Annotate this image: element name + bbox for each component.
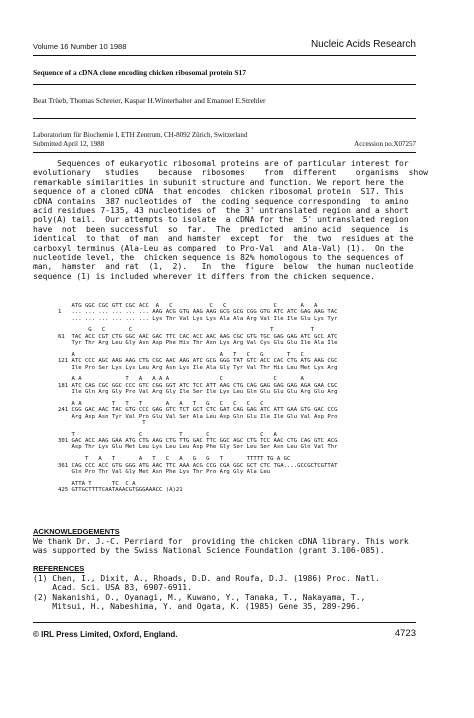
submission-date: Submitted April 12, 1988 — [33, 140, 105, 148]
header-rule — [33, 55, 416, 56]
sequence-line: Tyr Thr Arg Leu Gly Asn Asp Phe His Thr Asn Lys Arg Val Cys Glu Glu Ile Ala Ile — [58, 340, 338, 347]
references-list: (1) Chen, I., Dixit, A., Rhoads, D.D. and Roufa, D.J. (1986) Proc. Natl. Acad. Sci. USA 83, 6907-6911. (2) Nakanishi, O., Oyanagi, M., Kuwano, Y., Tanaka, T., Nakayama, T., Mitsui, H., Nabeshima, Y. and Ogata, K. (1985) Gene 35, 289-296. — [33, 574, 380, 612]
sequence-line: T C T C C A — [58, 431, 277, 438]
sequence-line: Ile Gln Arg Gly Pro Val Arg Gly Ile Ser Ile Lys Leu Gln Glu Glu Glu Arg Glu Arg — [58, 389, 338, 396]
sequence-block — [58, 481, 338, 494]
publisher-notice: © IRL Press Limited, Oxford, England. — [33, 630, 178, 639]
sequence-block — [58, 456, 338, 475]
paper-title: Sequence of a cDNA clone encoding chicken ribosomal protein S17 — [33, 68, 246, 77]
sequence-block — [58, 327, 338, 346]
authors-rule — [33, 118, 416, 119]
sequence-line: 61 TAC ACC CGT CTG GGC AAC GAC TTC CAC ACC AAC AAG CGC GTG TGC GAG GAG ATC GCC ATC — [58, 333, 338, 340]
sequence-block — [58, 376, 338, 395]
page-number: 4723 — [394, 628, 416, 639]
title-rule — [33, 84, 416, 85]
sequence-line: T — [58, 419, 146, 426]
authors: Beat Trüeb, Thomas Schreier, Kaspar H.Winterhalter and Emanuel E.Strehler — [33, 96, 266, 105]
sequence-block — [58, 303, 338, 322]
acknowledgements-heading: ACKNOWLEDGEMENTS — [33, 527, 120, 536]
sequence-line: 425 GTTGCTTTTCAATAAACGTGGGAAACC (A)21 — [58, 486, 183, 493]
sequence-line: 181 ATC CAG CGC GGC CCC GTC CGG GGT ATC TCC ATT AAG CTG CAG GAG GAG GAG AGA GAA CGC — [58, 382, 338, 389]
journal-name: Nucleic Acids Research — [310, 39, 416, 50]
affiliation-block — [33, 131, 247, 149]
volume-info: Volume 16 Number 10 1988 — [33, 42, 127, 51]
sequence-line: Gln Pro Thr Val Gly Met Asn Phe Lys Thr Pro Arg Gly Ala Leu — [58, 468, 271, 475]
sequence-line: 301 GAC ACC AAG GAA ATG CTG AAG CTG TTG GAC TTC GGC AGC CTG TCC AAC CTG CAG GTC ACG — [58, 438, 338, 445]
affiliation-rule — [33, 152, 416, 153]
sequence-line: A A T A A A A C C A — [58, 376, 304, 383]
sequence-line: G C C T T — [58, 327, 314, 334]
sequence-line: Ile Pro Ser Lys Lys Leu Arg Asn Lys Ile Ala Gly Tyr Val Thr His Leu Met Lys Arg — [58, 364, 338, 371]
sequence-line: ... ... ... ... ... ... Lys Thr Val Lys Lys Ala Ala Arg Val Ile Ile Glu Lys Tyr — [58, 315, 338, 322]
sequence-line: ATTA T TC C A — [58, 480, 136, 487]
sequence-line: A A T T T A A T G C C C C — [58, 400, 264, 407]
footer-rule — [33, 622, 416, 623]
sequence-line: Arg Asp Asn Tyr Val Pro Glu Val Ser Ala Leu Asp Gln Glu Ile Ile Glu Val Asp Pro — [58, 413, 338, 420]
affiliation: Laboratorium für Biochemie I, ETH Zentrum, CH-8092 Zürich, Switzerland — [33, 131, 248, 139]
sequence-line: 241 CGG GAC AAC TAC GTG CCC GAG GTC TCT GCT CTC GAT CAG GAG ATC ATT GAA GTG GAC CCG — [58, 407, 338, 414]
acknowledgements-text: We thank Dr. J.-C. Perriard for providing the chicken cDNA library. This work was supported by the Swiss National Science Foundation (grant 3.106-085). — [33, 537, 409, 556]
sequence-line: ATG GGC CGC GTT CGC ACC A C C C C A A — [58, 303, 318, 309]
sequence-block — [58, 432, 338, 451]
references-heading: REFERENCES — [33, 564, 85, 573]
sequence-line: T A T A T C A G G T TTTTT TG A GC — [58, 456, 291, 463]
sequence-line: 121 ATC CCC AGC AAG AAG CTG CGC AAC AAG ATC GCG GGG TAT GTC ACC CAC CTG ATG AAG CGC — [58, 358, 338, 365]
accession-number: Accession no.X07257 — [354, 140, 416, 148]
sequence-block — [58, 352, 338, 371]
sequence-line: A A T C G T C — [58, 351, 304, 358]
sequence-line: 361 CAG CCC ACC GTG GGG ATG AAC TTC AAA ACG CCG CGA GGC GCT CTC TGA....GCCGCTCGTTAT — [58, 462, 338, 469]
sequence-figure — [58, 303, 338, 499]
abstract: Sequences of eukaryotic ribosomal proteins are of particular interest for evolutionary studies because ribosomes from different organisms show remarkable similarities in subunit structure and function. We report here the sequence of a cloned cDNA that encodes chicken ribosomal protein S17. This cDNA contains 387 nucleotides of the coding sequence corresponding to amino acid residues 7-135, 43 nucleotides of the 3' untranslated region and a short poly(A) tail. Our attempts to isolate a cDNA for the 5' untranslated region have not been successful so far. The predicted amino acid sequence is identical to that of man and hamster except for the two residues at the carboxyl terminus (Ala-Leu as compared to Pro-Val and Ala-Val) (1). On the nucleotide level, the chicken sequence is 82% homologous to the sequences of man, hamster and rat (1, 2). In the figure below the human nucleotide sequence (1) is included wherever it differs from the chicken sequence. — [33, 159, 428, 281]
sequence-line: 1 ... ... ... ... ... ... AAG ACG GTG AAG AAG GCG GCG CGG GTG ATC ATC GAG AAG TAC — [58, 309, 338, 316]
sequence-block — [58, 401, 338, 426]
sequence-line: Asp Thr Lys Glu Met Leu Lys Leu Leu Asp Phe Gly Ser Leu Ser Asn Leu Gln Val Thr — [58, 444, 338, 451]
